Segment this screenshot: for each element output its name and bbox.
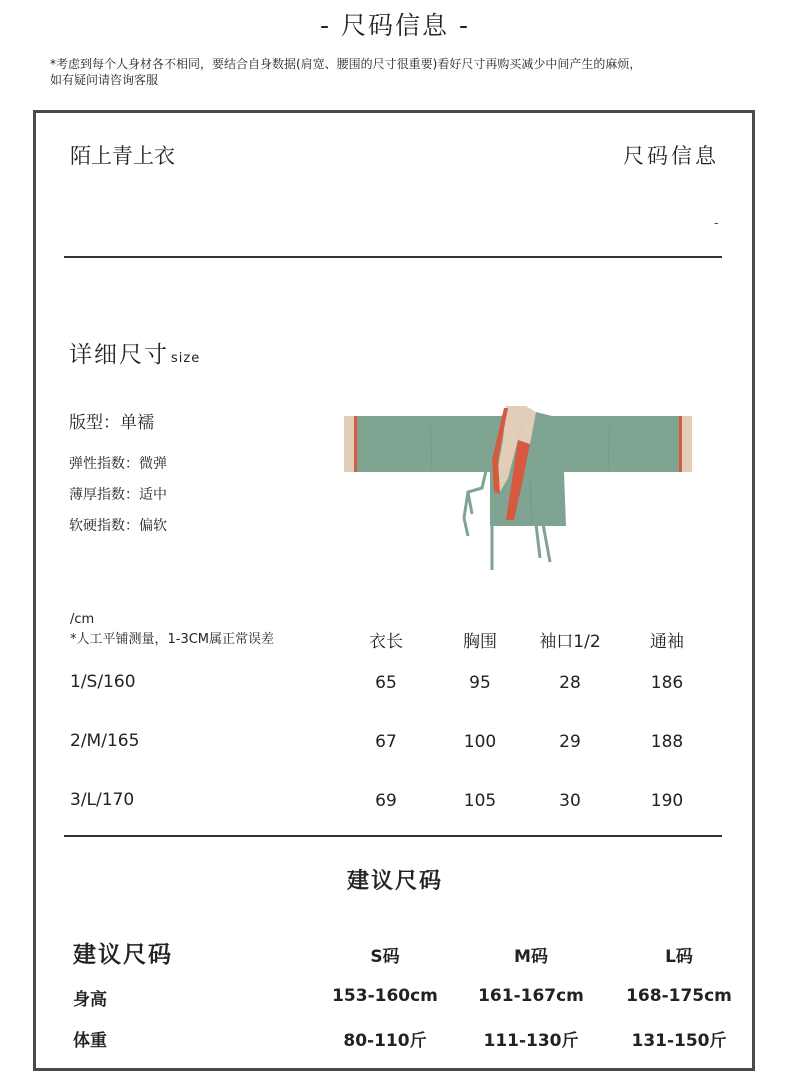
detail-title	[69, 336, 200, 369]
size-info-label: 尺码信息	[623, 144, 719, 168]
size-cell: 30	[559, 791, 581, 811]
size-cell: 186	[650, 673, 684, 693]
fit-type: 版型：单襦	[69, 413, 154, 433]
recommend-row-label: 体重	[73, 1031, 107, 1051]
recommend-heading: 建议尺码	[346, 869, 443, 894]
recommend-cell: 131-150斤	[631, 1031, 727, 1051]
header-cuff: 袖口1/2	[539, 632, 601, 652]
product-name: 陌上青上衣	[70, 144, 175, 168]
recommend-table-title: 建议尺码	[73, 942, 173, 968]
divider-top	[64, 256, 722, 258]
recommend-header-m: M码	[514, 947, 548, 967]
dash-mark: -	[714, 216, 719, 231]
recommend-cell: 168-175cm	[626, 986, 732, 1006]
unit-label: /cm	[70, 612, 95, 627]
page-title: - 尺码信息 -	[320, 11, 470, 40]
detail-title-text: 详细尺寸	[69, 342, 169, 368]
size-note	[50, 56, 750, 88]
recommend-cell: 153-160cm	[332, 986, 438, 1006]
softness-index: 软硬指数：偏软	[69, 518, 167, 534]
elasticity-index: 弹性指数：微弹	[69, 456, 167, 472]
size-cell: 29	[559, 732, 581, 752]
thickness-index: 薄厚指数：适中	[69, 487, 167, 503]
size-row-label: 2/M/165	[70, 731, 140, 751]
size-cell: 190	[650, 791, 684, 811]
measure-note: *人工平铺测量，1-3CM属正常误差	[70, 632, 275, 647]
detail-title-en: size	[171, 351, 201, 366]
header-chest: 胸围	[463, 632, 497, 652]
recommend-row-label: 身高	[73, 990, 107, 1010]
recommend-header-s: S码	[370, 947, 400, 967]
size-cell: 65	[375, 673, 397, 693]
size-cell: 95	[469, 673, 491, 693]
size-card-frame	[33, 110, 755, 1071]
size-note-line-1: *考虑到每个人身材各不相同，要结合自身数据(肩宽、腰围的尺寸很重要)看好尺寸再购买减少中间产生的麻烦，	[50, 57, 642, 71]
recommend-cell: 80-110斤	[343, 1031, 427, 1051]
size-cell: 100	[463, 732, 497, 752]
size-cell: 105	[463, 791, 497, 811]
size-cell: 69	[375, 791, 397, 811]
size-row-label: 3/L/170	[70, 790, 135, 810]
header-sleeve: 通袖	[650, 632, 684, 652]
divider-bottom	[64, 835, 722, 837]
garment-image	[340, 400, 696, 580]
size-row-label: 1/S/160	[70, 672, 136, 692]
recommend-header-l: L码	[665, 947, 693, 967]
header-length: 衣长	[369, 632, 403, 652]
recommend-cell: 161-167cm	[478, 986, 584, 1006]
size-cell: 28	[559, 673, 581, 693]
size-cell: 67	[375, 732, 397, 752]
size-cell: 188	[650, 732, 684, 752]
size-note-line-2: 如有疑问请咨询客服	[50, 73, 159, 87]
recommend-cell: 111-130斤	[483, 1031, 579, 1051]
